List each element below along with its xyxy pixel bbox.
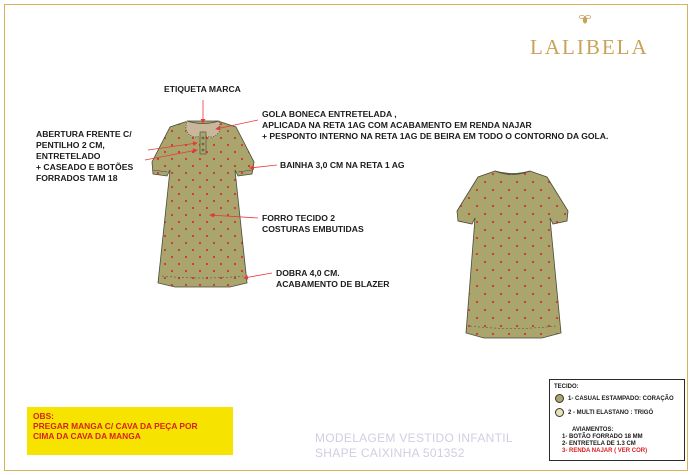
aviamentos-heading: AVIAMENTOS: — [572, 427, 614, 433]
fabric-2-label: 2 - MULTI ELASTANO : TRIGÓ — [568, 410, 654, 416]
aviamento-2: 2- ENTRETELA DE 1.3 CM — [562, 441, 636, 447]
label-abertura-1: ABERTURA FRENTE C/ — [36, 129, 132, 139]
label-bainha: BAINHA 3,0 CM NA RETA 1 AG — [280, 160, 405, 170]
label-etiqueta: ETIQUETA MARCA — [164, 84, 241, 94]
model-title-2: SHAPE CAIXINHA 501352 — [315, 446, 465, 460]
obs-heading: OBS: — [33, 411, 54, 421]
label-gola-2: APLICADA NA RETA 1AG COM ACABAMENTO EM RENDA NAJAR — [262, 120, 532, 130]
tecido-heading: TECIDO: — [554, 384, 579, 390]
label-abertura-4: + CASEADO E BOTÕES — [36, 162, 134, 172]
label-dobra-1: DOBRA 4,0 CM. — [276, 268, 340, 278]
label-abertura-3: ENTRETELADO — [36, 151, 101, 161]
obs-line-2: CIMA DA CAVA DA MANGA — [33, 431, 141, 441]
obs-note — [27, 407, 233, 455]
tecido-box — [549, 379, 685, 461]
brand-logo: LALIBELA — [530, 35, 649, 59]
fabric-1-label: 1- CASUAL ESTAMPADO: CORAÇÃO — [568, 396, 674, 402]
obs-line-1: PREGAR MANGA C/ CAVA DA PEÇA POR — [33, 421, 198, 431]
label-forro-1: FORRO TECIDO 2 — [262, 213, 336, 223]
fabric-2-swatch-icon — [555, 408, 564, 417]
label-gola-1: GOLA BONECA ENTRETELADA , — [262, 109, 397, 119]
aviamento-1: 1- BOTÃO FORRADO 18 MM — [562, 434, 643, 440]
aviamento-3: 3- RENDA NAJAR ( VER COR) — [562, 448, 648, 454]
label-dobra-2: ACABAMENTO DE BLAZER — [276, 279, 390, 289]
label-abertura-5: FORRADOS TAM 18 — [36, 173, 118, 183]
label-gola-3: + PESPONTO INTERNO NA RETA 1AG DE BEIRA EM TODO O CONTORNO DA GOLA. — [262, 131, 609, 141]
fabric-1-swatch-icon — [555, 394, 564, 403]
label-forro-2: COSTURAS EMBUTIDAS — [262, 224, 364, 234]
model-title-1: MODELAGEM VESTIDO INFANTIL — [315, 431, 513, 445]
back-dress — [457, 171, 568, 338]
label-abertura-2: PENTILHO 2 CM, — [36, 140, 105, 150]
front-dress — [152, 121, 254, 287]
